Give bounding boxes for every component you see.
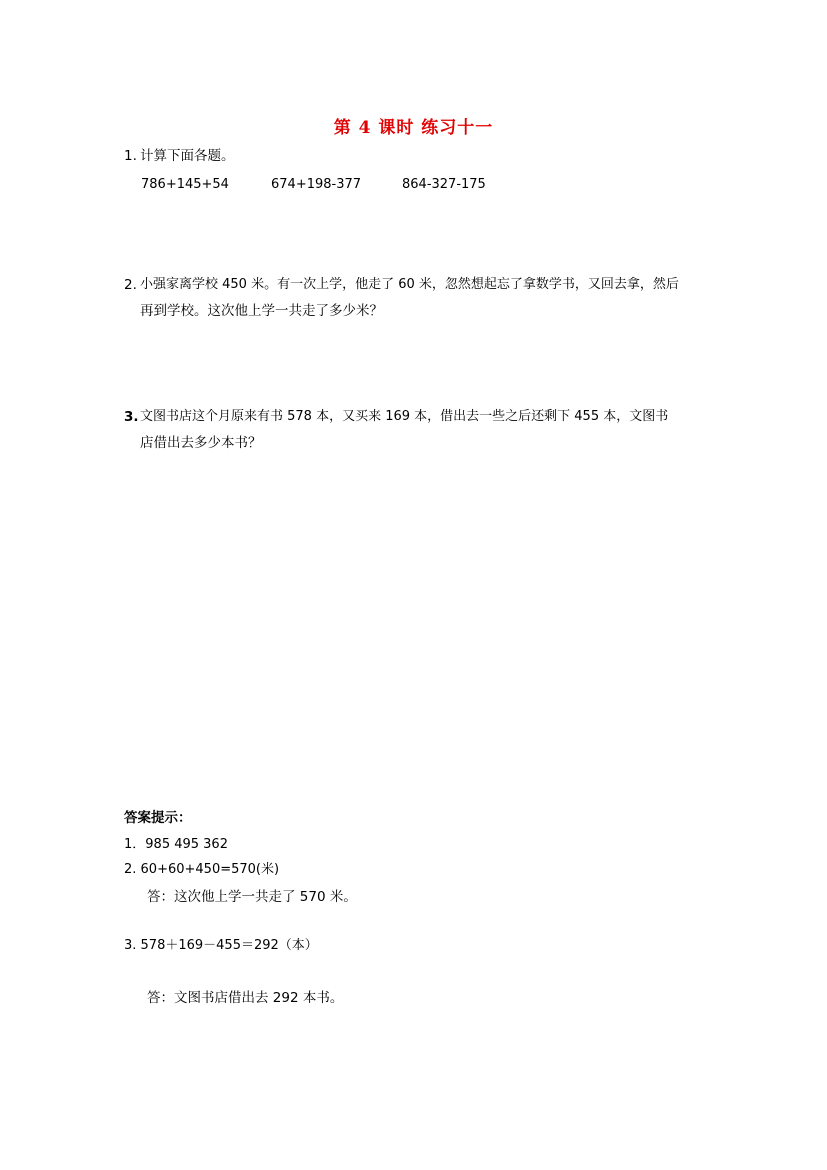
question-1-expression-1: 786+145+54 xyxy=(141,177,229,192)
question-1-text: 计算下面各题。 xyxy=(140,148,235,164)
question-2-line-1: 小强家离学校 450 米。有一次上学，他走了 60 米，忽然想起忘了拿数学书，又回去拿，然后 xyxy=(140,277,679,292)
answer-1: 1．985 495 362 xyxy=(124,837,228,852)
answers-heading: 答案提示： xyxy=(124,810,192,826)
answer-3-statement: 答：文图书店借出去 292 本书。 xyxy=(147,990,344,1006)
question-3-number: 3. xyxy=(124,409,139,425)
question-3-line-2: 店借出去多少本书？ xyxy=(140,435,262,451)
answer-3-expression: 3. 578＋169－455＝292（本） xyxy=(124,938,318,953)
question-1-number: 1. xyxy=(124,148,137,164)
question-1-expression-2: 674+198-377 xyxy=(271,177,362,192)
question-2-line-2: 再到学校。这次他上学一共走了多少米？ xyxy=(140,303,383,319)
question-3-line-1: 文图书店这个月原来有书 578 本，又买来 169 本，借出去一些之后还剩下 455 本，文图书 xyxy=(140,409,669,424)
answer-2-expression: 2. 60+60+450=570(米) xyxy=(124,862,280,877)
question-2-number: 2. xyxy=(124,277,137,293)
answer-2-statement: 答：这次他上学一共走了 570 米。 xyxy=(147,889,357,905)
page-title: 第 4 课时 练习十一 xyxy=(333,118,494,138)
question-1-expression-3: 864-327-175 xyxy=(402,177,486,192)
